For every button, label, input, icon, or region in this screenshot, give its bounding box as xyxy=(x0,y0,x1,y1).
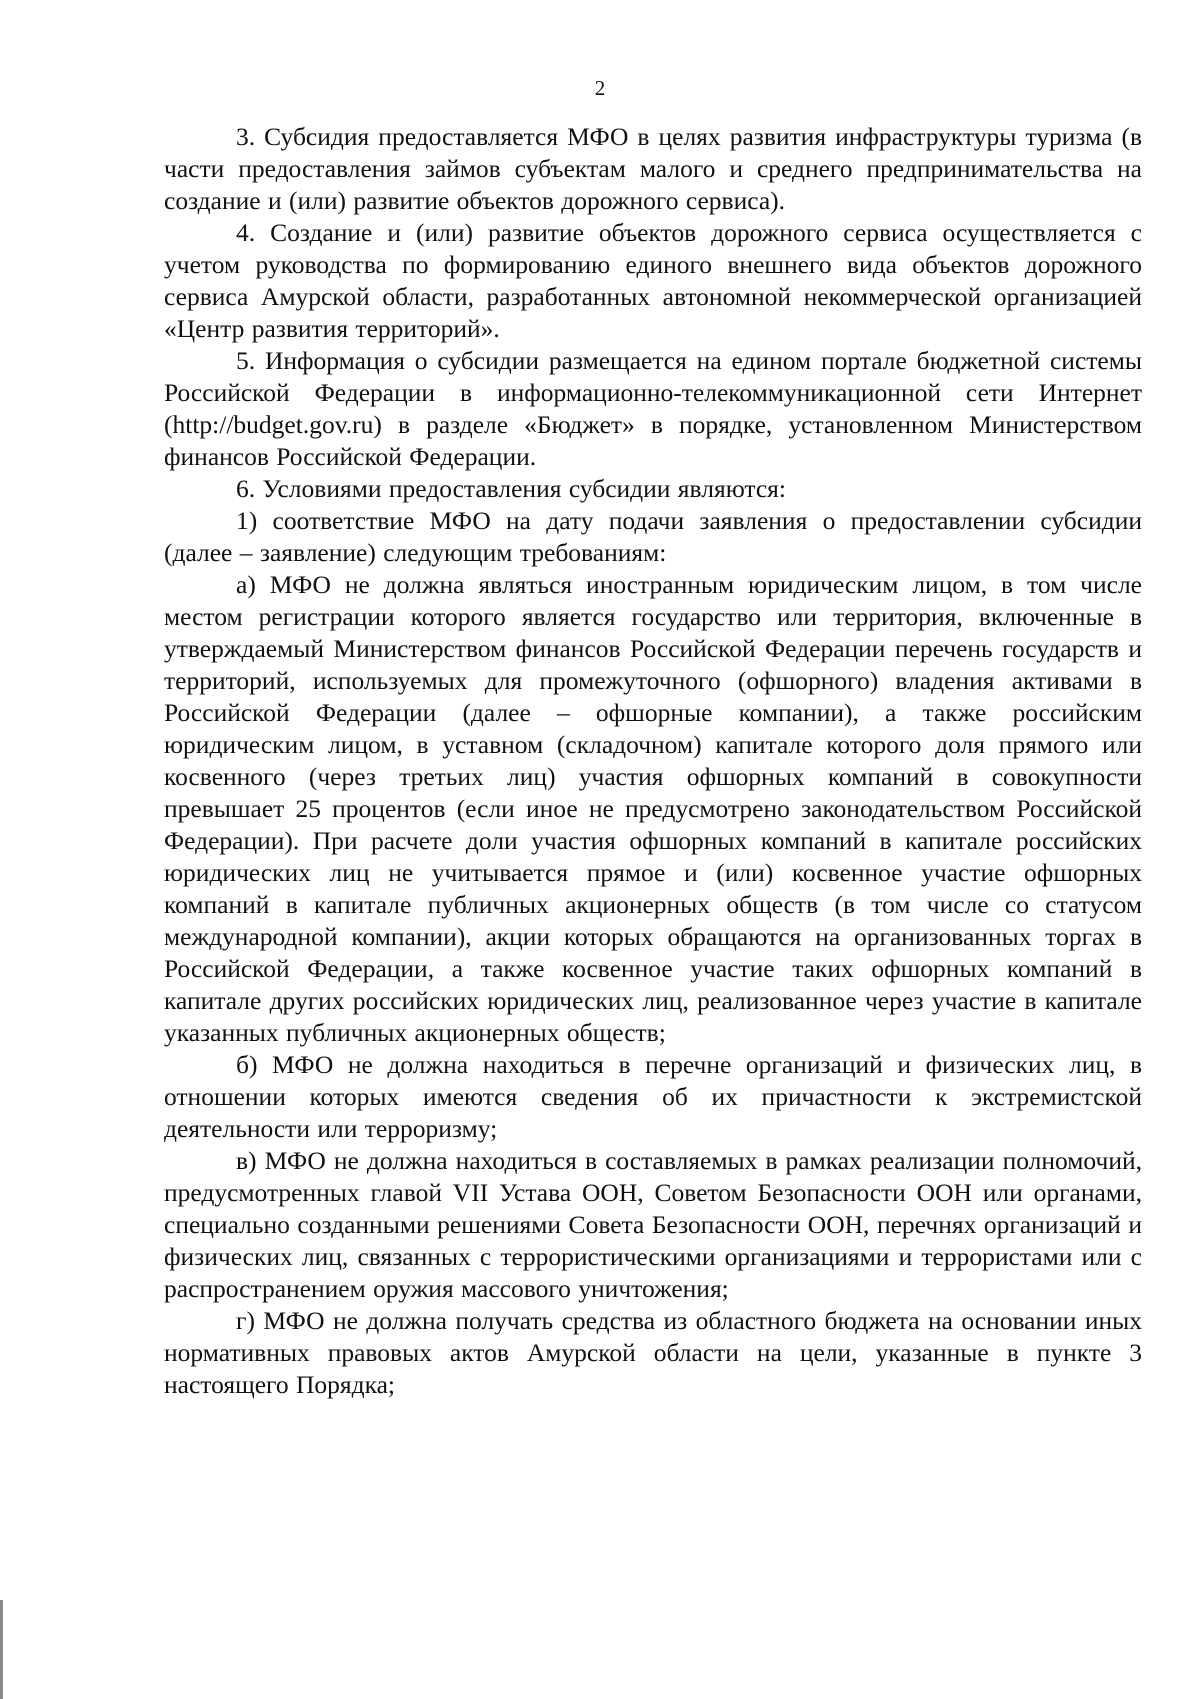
requirement-b-extremism-list: б) МФО не должна находиться в перечне организаций и физических лиц, в отношении которых имеются сведения об их причастности к экстремистской деятельности или терроризму; xyxy=(164,1050,1142,1143)
requirement-v-un-lists: в) МФО не должна находиться в составляемых в рамках реализации полномочий, предусмотренных главой VII Устава ООН, Советом Безопасности ООН или органами, специально созданными решениями Совета Безопасности ООН, перечнях организаций и физических лиц, связанных с террористическими организациями и террористами или с распространением оружия массового уничтожения; xyxy=(164,1146,1142,1303)
paragraph-4-road-service: 4. Создание и (или) развитие объектов дорожного сервиса осуществляется с учетом руководства по формированию единого внешнего вида объектов дорожного сервиса Амурской области, разработанных автономной некоммерческой организацией «Центр развития территорий». xyxy=(164,218,1142,343)
requirement-a-foreign-entity: а) МФО не должна являться иностранным юридическим лицом, в том числе местом регистрации которого является государство или территория, включенные в утверждаемый Министерством финансов Российской Федерации перечень государств и территорий, используемых для промежуточного (офшорного) владения активами в Российской Федерации (далее – офшорные компании), а также российским юридическим лицом, в уставном (складочном) капитале которого доля прямого или косвенного (через третьих лиц) участия офшорных компаний в совокупности превышает 25 процентов (если иное не предусмотрено законодательством Российской Федерации). При расчете доли участия офшорных компаний в капитале российских юридических лиц не учитывается прямое и (или) косвенное участие офшорных компаний в капитале публичных акционерных обществ (в том числе со статусом международной компании), акции которых обращаются на организованных торгах в Российской Федерации, а также косвенное участие таких офшорных компаний в капитале других российских юридических лиц, реализованное через участие в капитале указанных публичных акционерных обществ; xyxy=(164,570,1142,1047)
requirement-g-budget-funds: г) МФО не должна получать средства из областного бюджета на основании иных нормативных правовых актов Амурской области на цели, указанные в пункте 3 настоящего Порядка; xyxy=(164,1306,1142,1399)
paragraph-3-subsidy-purpose: 3. Субсидия предоставляется МФО в целях развития инфраструктуры туризма (в части предоставления займов субъектам малого и среднего предпринимательства на создание и (или) развитие объектов дорожного сервиса). xyxy=(164,122,1142,215)
paragraph-5-information: 5. Информация о субсидии размещается на едином портале бюджетной системы Российской Федерации в информационно-телекоммуникационной сети Интернет (http://budget.gov.ru) в разделе «Бюджет» в порядке, установленном Министерством финансов Российской Федерации. xyxy=(164,346,1142,471)
document-body xyxy=(164,121,1142,1401)
condition-1-compliance: 1) соответствие МФО на дату подачи заявления о предоставлении субсидии (далее – заявление) следующим требованиям: xyxy=(164,506,1142,567)
paragraph-6-conditions: 6. Условиями предоставления субсидии являются: xyxy=(236,474,786,503)
page-number: 2 xyxy=(594,76,606,100)
scan-edge-mark xyxy=(0,1600,3,1699)
